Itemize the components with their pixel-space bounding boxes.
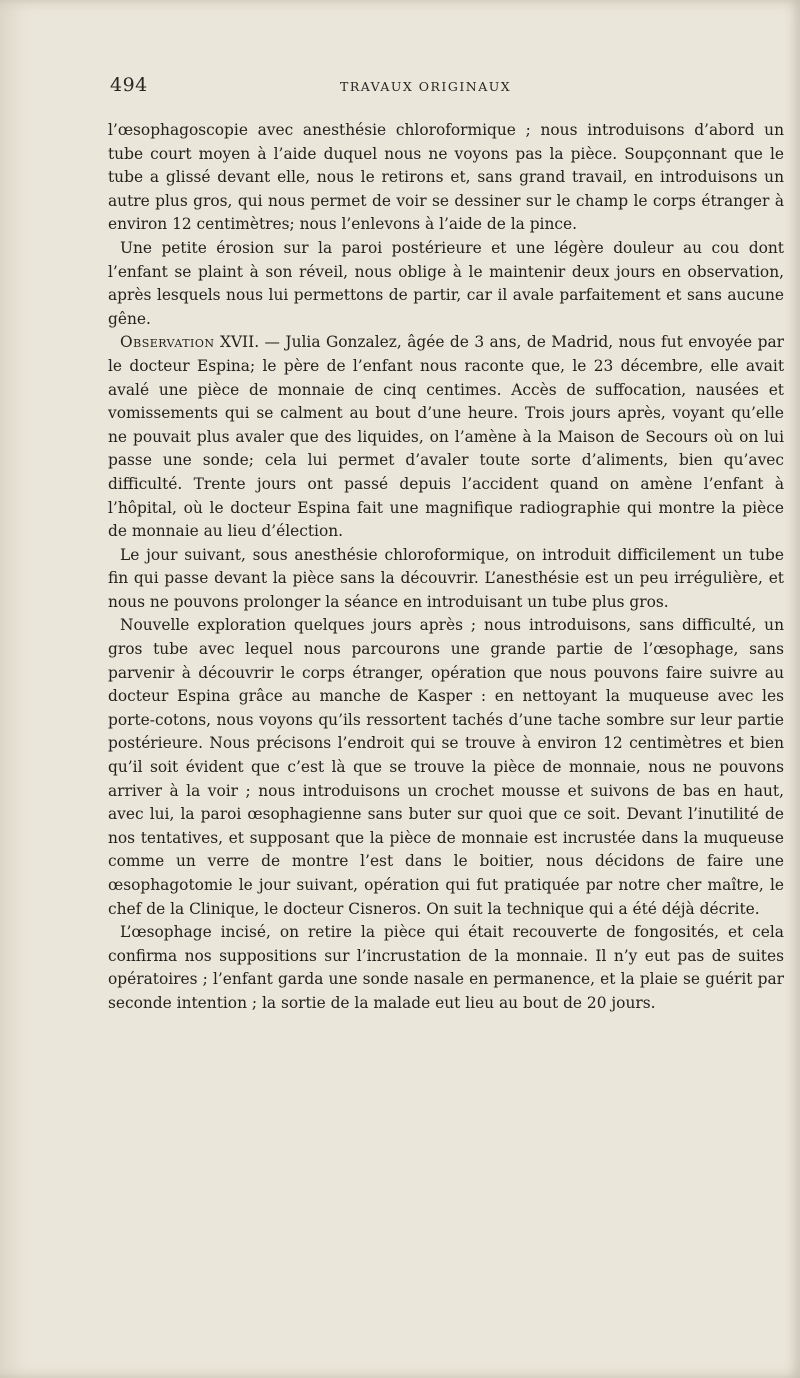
observation-text: XVII. — Julia Gonzalez, âgée de 3 ans, de Madrid, nous fut envoyée par le docteur Espina; le père de l’enfant nous raconte que, le 23 décembre, elle avait avalé une pièce de monnaie de cinq centimes. Accès de suffocation, nausées et vomissements qui se calment au bout d’une heure. Trois jours après, voyant qu’elle ne pouvait plus avaler que des liquides, on l’amène à la Maison de Secours où on lui passe une sonde; cela lui permet d’avaler toute sorte d’aliments, bien qu’avec difficulté. Trente jours ont passé depuis l’accident quand on amène l’enfant à l’hôpital, où le docteur Espina fait une magnifique radiographie qui montre la pièce de monnaie au lieu d’élection.	[108, 333, 784, 541]
paragraph-observation	[108, 331, 784, 543]
page-number: 494	[110, 74, 148, 96]
paragraph-outcome: L’œsophage incisé, on retire la pièce qui était recouverte de fongosités, et cela confirma nos suppositions sur l’incrustation de la monnaie. Il n’y eut pas de suites opératoires ; l’enfant garda une sonde nasale en permanence, et la plaie se guérit par seconde intention ; la sortie de la malade eut lieu au bout de 20 jours.	[108, 923, 784, 1012]
paragraph-next-day: Le jour suivant, sous anesthésie chloroformique, on introduit difficilement un tube fin qui passe devant la pièce sans la découvrir. L’anesthésie est un peu irrégulière, et nous ne pouvons prolonger la séance en introduisant un tube plus gros.	[108, 545, 784, 611]
paragraph-erosion: Une petite érosion sur la paroi postérieure et une légère douleur au cou dont l’enfant se plaint à son réveil, nous oblige à le maintenir deux jours en observation, après lesquels nous lui permettons de partir, car il avale parfaitement et sans aucune gêne.	[108, 238, 784, 328]
paragraph-new-exploration: Nouvelle exploration quelques jours après ; nous introduisons, sans difficulté, un gros tube avec lequel nous parcourons une grande partie de l’œsophage, sans parvenir à découvrir le corps étranger, opération que nous pouvons faire suivre au docteur Espina grâce au manche de Kasper : en nettoyant la muqueuse avec les porte-cotons, nous voyons qu’ils ressortent tachés d’une tache sombre sur leur partie postérieure. Nous précisons l’endroit qui se trouve à environ 12 centimètres et bien qu’il soit évident que c’est là que se trouve la pièce de monnaie, nous ne pouvons arriver à la voir ; nous introduisons un crochet mousse et suivons de bas en haut, avec lui, la paroi œsophagienne sans buter sur quoi que ce soit. Devant l’inutilité de nos tentatives, et supposant que la pièce de monnaie est incrustée dans la muqueuse comme un verre de montre l’est dans le boitier, nous décidons de faire une œsophagotomie le jour suivant, opération qui fut pratiquée par notre cher maître, le chef de la Clinique, le docteur Cisneros. On suit la technique qui a été déjà décrite.	[108, 616, 784, 918]
body-text	[108, 119, 784, 1016]
paragraph-continuation: l’œsophagoscopie avec anesthésie chloroformique ; nous introduisons d’abord un tube court moyen à l’aide duquel nous ne voyons pas la pièce. Soupçonnant que le tube a glissé devant elle, nous le retirons et, sans grand travail, en introduisons un autre plus gros, qui nous permet de voir se dessiner sur le champ le corps étranger à environ 12 centimètres; nous l’enlevons à l’aide de la pince.	[108, 121, 784, 234]
page-header	[110, 74, 785, 98]
running-title: TRAVAUX ORIGINAUX	[340, 79, 512, 94]
observation-label: Observation	[120, 333, 215, 352]
